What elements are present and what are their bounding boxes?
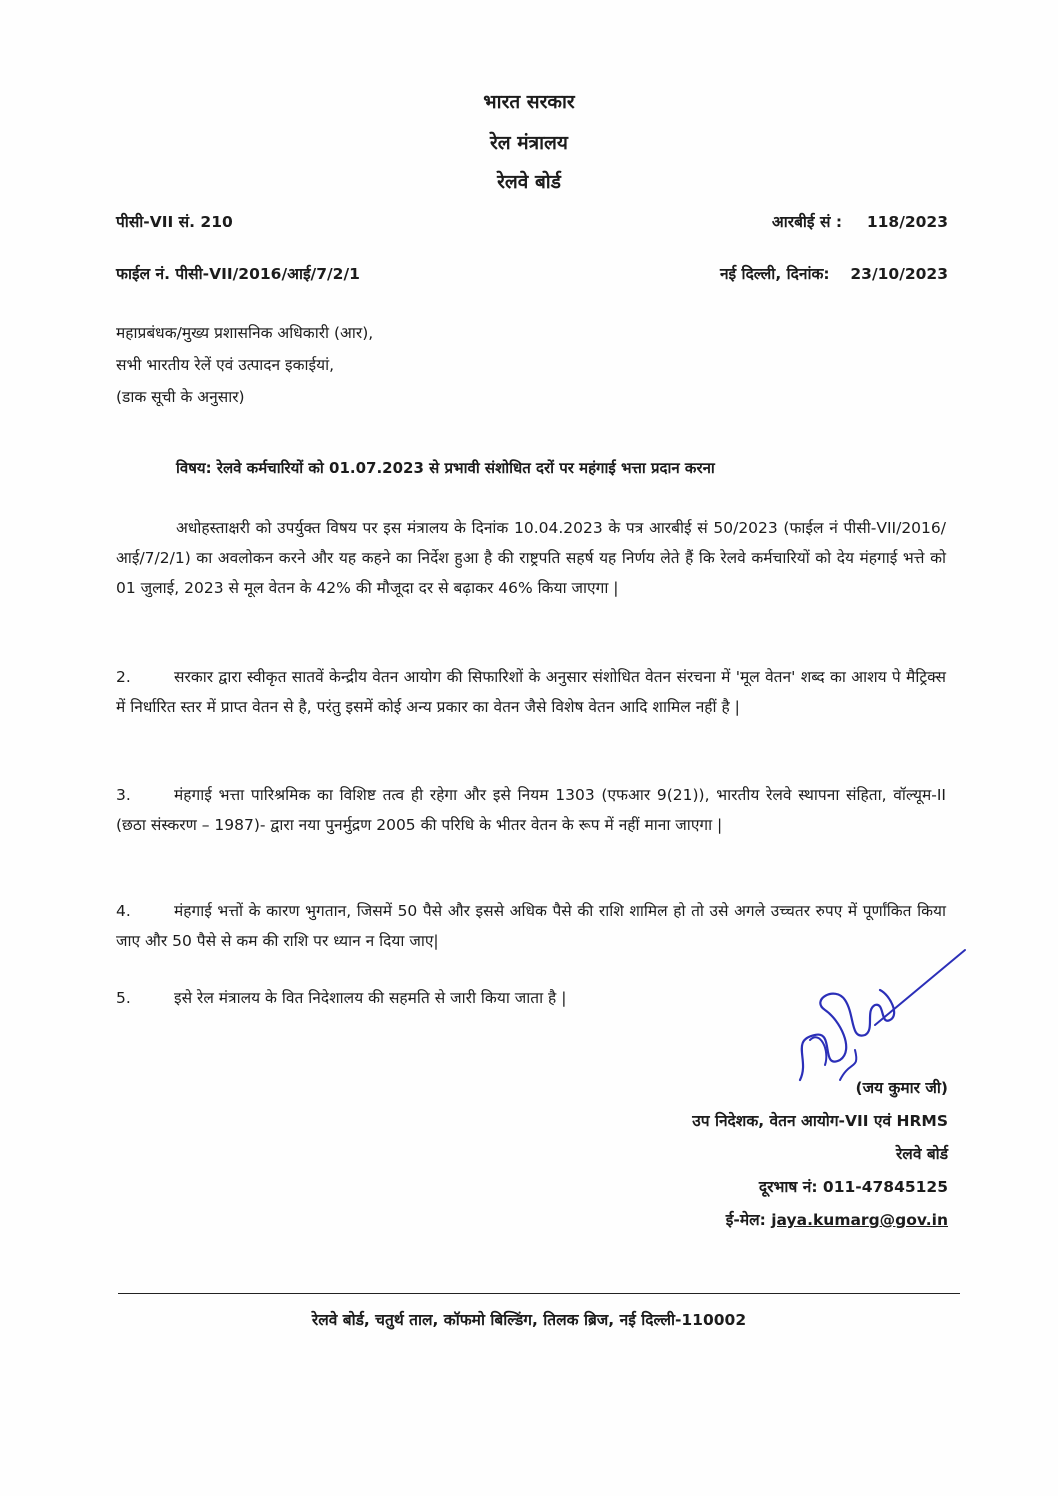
header-ministry: रेल मंत्रालय [490,132,568,154]
paragraph-1 [116,513,946,603]
paragraph-3-number: 3. [116,786,131,804]
rbe-value: 118/2023 [866,213,948,231]
paragraph-1-text: अधोहस्ताक्षरी को उपर्युक्त विषय पर इस मंत्रालय के दिनांक 10.04.2023 के पत्र आरबीई सं 50/2023 (फाईल नं पीसी-VII/2016/आई/7/2/1) का अवलोकन करने और यह कहने का निर्देश हुआ है की राष्ट्रपति सहर्ष यह निर्णय लेते हैं कि रेलवे कर्मचारियों को देय मंहगाई भत्ते को 01 जुलाई, 2023 से मूल वेतन के 42% की मौजूदा दर से बढ़ाकर 46% किया जाएगा | [116,519,946,597]
rbe-label: आरबीई सं : [771,213,843,231]
paragraph-2-text: सरकार द्वारा स्वीकृत सातवें केन्द्रीय वेतन आयोग की सिफारिशों के अनुसार संशोधित वेतन संरचना में 'मूल वेतन' शब्द का आशय पे मैट्रिक्स में निर्धारित स्तर में प्राप्त वेतन से है, परंतु इसमें कोई अन्य प्रकार का वेतन जैसे विशेष वेतन आदि शामिल नहीं है | [116,668,946,716]
subject-line: विषय: रेलवे कर्मचारियों को 01.07.2023 से प्रभावी संशोधित दरों पर महंगाई भत्ता प्रदान करना [176,459,715,477]
rbe-reference [772,210,948,232]
footer-address: रेलवे बोर्ड, चतुर्थ ताल, कॉफमो बिल्डिंग, तिलक ब्रिज, नई दिल्ली-110002 [311,1311,747,1329]
paragraph-5-number: 5. [116,989,131,1007]
signatory-office: रेलवे बोर्ड [895,1145,948,1163]
paragraph-3-text: मंहगाई भत्ता पारिश्रमिक का विशिष्ट तत्व ही रहेगा और इसे नियम 1303 (एफआर 9(21)), भारतीय रेलवे स्थापना संहिता, वॉल्यूम-II (छठा संस्करण – 1987)- द्वारा नया पुनर्मुद्रण 2005 की परिधि के भीतर वेतन के रूप में नहीं माना जाएगा | [116,786,946,834]
phone-number: 011-47845125 [822,1178,948,1196]
email-label: ई-मेल: [725,1211,766,1229]
handwritten-signature [780,940,980,1090]
pc-reference-number: पीसी-VII सं. 210 [116,213,233,231]
place-date-label: नई दिल्ली, दिनांक: [719,265,830,283]
addressee-line-3: (डाक सूची के अनुसार) [116,388,245,406]
phone-label: दूरभाष नं: [758,1178,818,1196]
paragraph-5-text: इसे रेल मंत्रालय के वित निदेशालय की सहमति से जारी किया जाता है | [174,989,567,1007]
header-government: भारत सरकार [483,91,575,113]
email-link[interactable]: jaya.kumarg@gov.in [771,1211,948,1229]
paragraph-4-text: मंहगाई भत्तों के कारण भुगतान, जिसमें 50 पैसे और इससे अधिक पैसे की राशि शामिल हो तो उसे अगले उच्चतर रुपए में पूर्णांकित किया जाए और 50 पैसे से कम की राशि पर ध्यान न दिया जाए| [116,902,946,950]
file-number: फाईल नं. पीसी-VII/2016/आई/7/2/1 [116,265,360,283]
signatory-email [726,1208,948,1230]
signatory-name: (जय कुमार जी) [855,1079,948,1097]
place-date [720,262,948,284]
footer-divider [118,1293,960,1294]
date-value: 23/10/2023 [850,265,948,283]
paragraph-4-number: 4. [116,902,131,920]
signatory-phone [759,1175,948,1197]
paragraph-2-number: 2. [116,668,131,686]
addressee-line-2: सभी भारतीय रेलें एवं उत्पादन इकाईयां, [116,356,335,374]
paragraph-3 [116,780,946,840]
addressee-line-1: महाप्रबंधक/मुख्य प्रशासनिक अधिकारी (आर), [116,324,374,342]
signatory-designation: उप निदेशक, वेतन आयोग-VII एवं HRMS [692,1112,948,1130]
paragraph-2 [116,662,946,722]
header-board: रेलवे बोर्ड [497,171,561,193]
